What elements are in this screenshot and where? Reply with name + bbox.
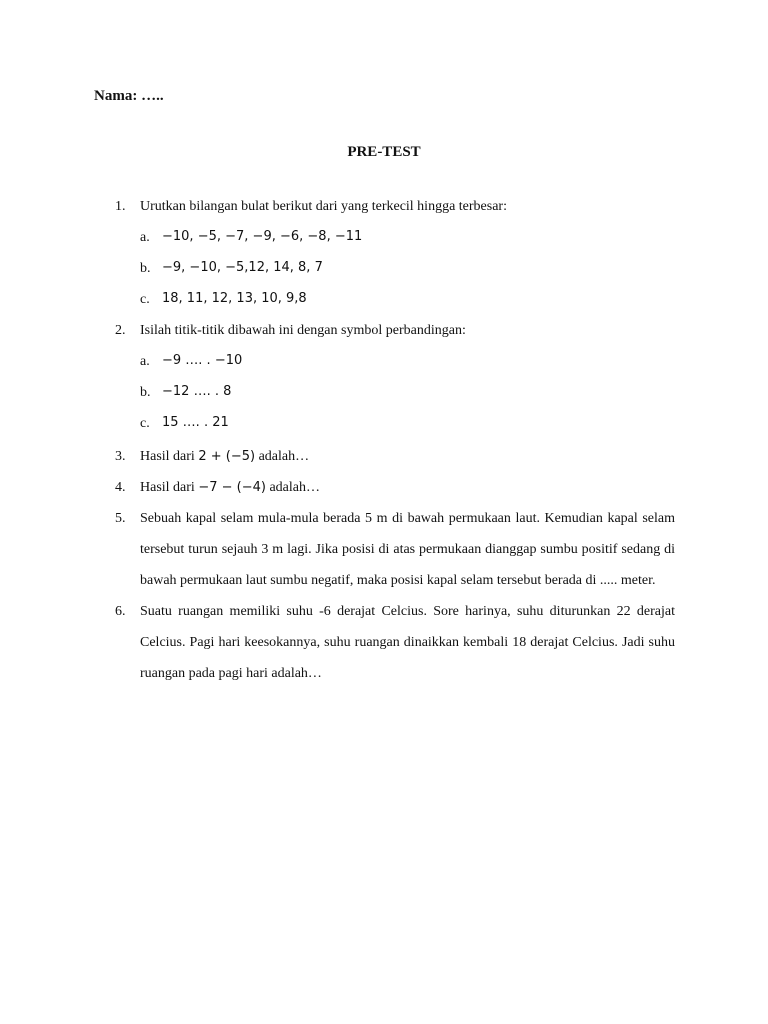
page-title: PRE-TEST bbox=[347, 144, 421, 160]
option-label: c. bbox=[140, 292, 150, 307]
question-suffix: adalah… bbox=[265, 480, 320, 495]
question-text bbox=[140, 449, 675, 465]
option-label: a. bbox=[140, 354, 150, 369]
option-value: −12 …. . 8 bbox=[162, 384, 232, 399]
question-text: Sebuah kapal selam mula-mula berada 5 m di bawah permukaan laut. Kemudian kapal selam tersebut turun sejauh 3 m lagi. Jika posisi di atas permukaan dianggap sumbu positif sedang di bawah permukaan laut sumbu negatif, maka posisi kapal selam tersebut berada di ..... meter. bbox=[140, 511, 675, 588]
option-label: a. bbox=[140, 230, 150, 245]
question-number: 6. bbox=[115, 604, 126, 619]
question-number: 5. bbox=[115, 511, 126, 526]
option-value: −9, −10, −5,12, 14, 8, 7 bbox=[162, 260, 323, 275]
question-suffix: adalah… bbox=[255, 449, 310, 464]
option-value: 18, 11, 12, 13, 10, 9,8 bbox=[162, 291, 307, 306]
question-text: Urutkan bilangan bulat berikut dari yang terkecil hingga terbesar: bbox=[140, 199, 507, 214]
question-text bbox=[140, 480, 675, 496]
question-prefix: Hasil dari bbox=[140, 480, 199, 495]
question-number: 2. bbox=[115, 323, 126, 338]
question-prefix: Hasil dari bbox=[140, 449, 199, 464]
option-label: b. bbox=[140, 261, 151, 276]
option-value: 15 …. . 21 bbox=[162, 415, 229, 430]
option-value: −9 …. . −10 bbox=[162, 353, 243, 368]
math-expression: 2 + (−5) bbox=[198, 449, 256, 464]
math-expression: −7 − (−4) bbox=[198, 480, 266, 495]
name-line: Nama: ….. bbox=[94, 88, 164, 104]
question-text: Suatu ruangan memiliki suhu -6 derajat Celcius. Sore harinya, suhu diturunkan 22 derajat Celcius. Pagi hari keesokannya, suhu ruangan dinaikkan kembali 18 derajat Celcius. Jadi suhu ruangan pada pagi hari adalah… bbox=[140, 604, 675, 681]
option-label: b. bbox=[140, 385, 151, 400]
question-text: Isilah titik-titik dibawah ini dengan symbol perbandingan: bbox=[140, 323, 466, 338]
option-value: −10, −5, −7, −9, −6, −8, −11 bbox=[162, 229, 363, 244]
question-number: 4. bbox=[115, 480, 126, 495]
option-label: c. bbox=[140, 416, 150, 431]
question-number: 1. bbox=[115, 199, 126, 214]
question-number: 3. bbox=[115, 449, 126, 464]
